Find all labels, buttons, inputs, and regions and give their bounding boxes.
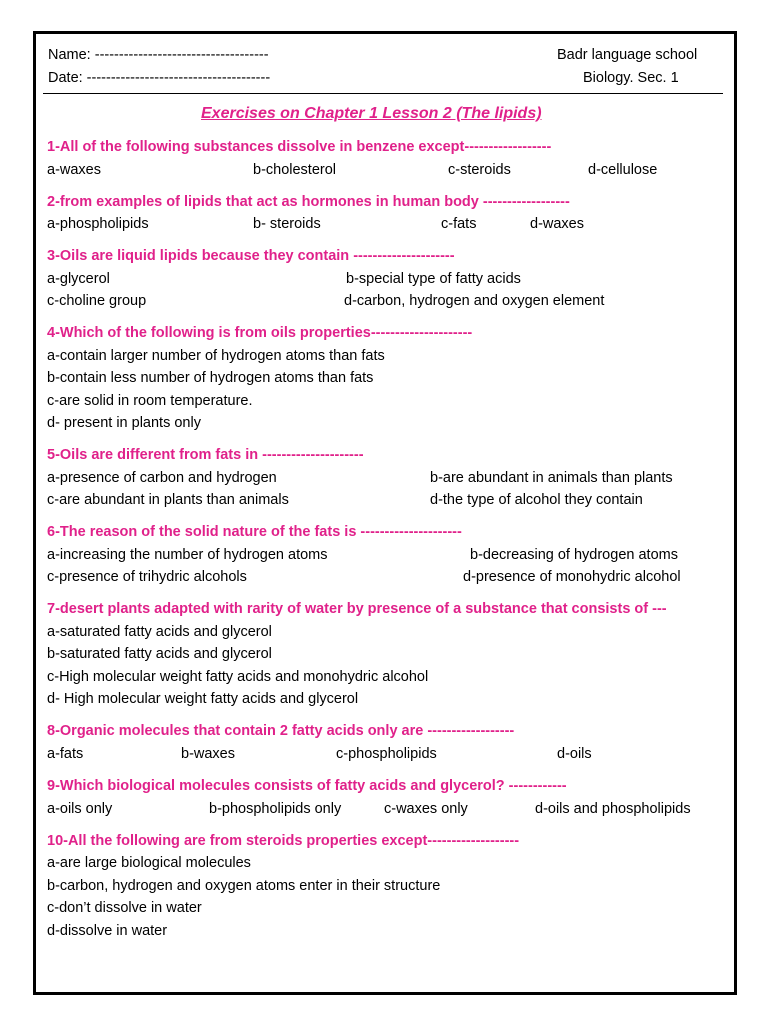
q6-option-b: b-decreasing of hydrogen atoms [470,547,678,563]
q5-option-a: a-presence of carbon and hydrogen [47,470,277,486]
q7-option-c: c-High molecular weight fatty acids and monohydric alcohol [47,669,429,685]
q3-option-a: a-glycerol [47,271,110,287]
question-10: 10-All the following are from steroids properties except------------------- [47,833,520,849]
q2-option-c: c-fats [441,216,477,232]
q8-option-b: b-waxes [181,746,235,762]
q2-option-d: d-waxes [530,216,584,232]
q6-option-d: d-presence of monohydric alcohol [463,569,681,585]
q9-option-a: a-oils only [47,801,113,817]
page-title: Exercises on Chapter 1 Lesson 2 (The lipids) [201,105,542,122]
q10-option-a: a-are large biological molecules [47,855,251,871]
q1-option-d: d-cellulose [588,162,658,178]
question-8: 8-Organic molecules that contain 2 fatty acids only are ------------------ [47,723,515,739]
date-line: Date: -------------------------------------- [48,70,271,86]
q4-option-d: d- present in plants only [47,415,201,431]
q10-option-b: b-carbon, hydrogen and oxygen atoms enter in their structure [47,878,441,894]
q5-option-b: b-are abundant in animals than plants [430,470,673,486]
question-1: 1-All of the following substances dissolve in benzene except------------------ [47,139,552,155]
q3-option-d: d-carbon, hydrogen and oxygen element [344,293,605,309]
q7-option-b: b-saturated fatty acids and glycerol [47,646,272,662]
q8-option-d: d-oils [557,746,592,762]
header-divider [43,93,723,94]
question-7: 7-desert plants adapted with rarity of water by presence of a substance that consists of --- [47,601,667,617]
q2-option-b: b- steroids [253,216,321,232]
q3-option-c: c-choline group [47,293,147,309]
q6-option-c: c-presence of trihydric alcohols [47,569,247,585]
q1-option-a: a-waxes [47,162,101,178]
q10-option-d: d-dissolve in water [47,923,168,939]
q1-option-c: c-steroids [448,162,511,178]
q4-option-c: c-are solid in room temperature. [47,393,253,409]
q7-option-d: d- High molecular weight fatty acids and glycerol [47,691,359,707]
q9-option-d: d-oils and phospholipids [535,801,691,817]
question-5: 5-Oils are different from fats in --------------------- [47,447,364,463]
course-name: Biology. Sec. 1 [583,70,679,86]
question-2: 2-from examples of lipids that act as hormones in human body ------------------ [47,194,570,210]
school-name: Badr language school [557,47,698,63]
name-line: Name: ------------------------------------ [48,47,269,63]
q8-option-a: a-fats [47,746,84,762]
question-6: 6-The reason of the solid nature of the fats is --------------------- [47,524,462,540]
q2-option-a: a-phospholipids [47,216,149,232]
q9-option-c: c-waxes only [384,801,468,817]
q7-option-a: a-saturated fatty acids and glycerol [47,624,272,640]
question-9: 9-Which biological molecules consists of fatty acids and glycerol? ------------ [47,778,567,794]
question-4: 4-Which of the following is from oils properties--------------------- [47,325,473,341]
q8-option-c: c-phospholipids [336,746,437,762]
q9-option-b: b-phospholipids only [209,801,342,817]
q3-option-b: b-special type of fatty acids [346,271,521,287]
q5-option-d: d-the type of alcohol they contain [430,492,643,508]
q4-option-a: a-contain larger number of hydrogen atoms than fats [47,348,385,364]
q4-option-b: b-contain less number of hydrogen atoms than fats [47,370,374,386]
question-3: 3-Oils are liquid lipids because they contain --------------------- [47,248,455,264]
q1-option-b: b-cholesterol [253,162,337,178]
q10-option-c: c-don’t dissolve in water [47,900,202,916]
q5-option-c: c-are abundant in plants than animals [47,492,289,508]
q6-option-a: a-increasing the number of hydrogen atoms [47,547,328,563]
